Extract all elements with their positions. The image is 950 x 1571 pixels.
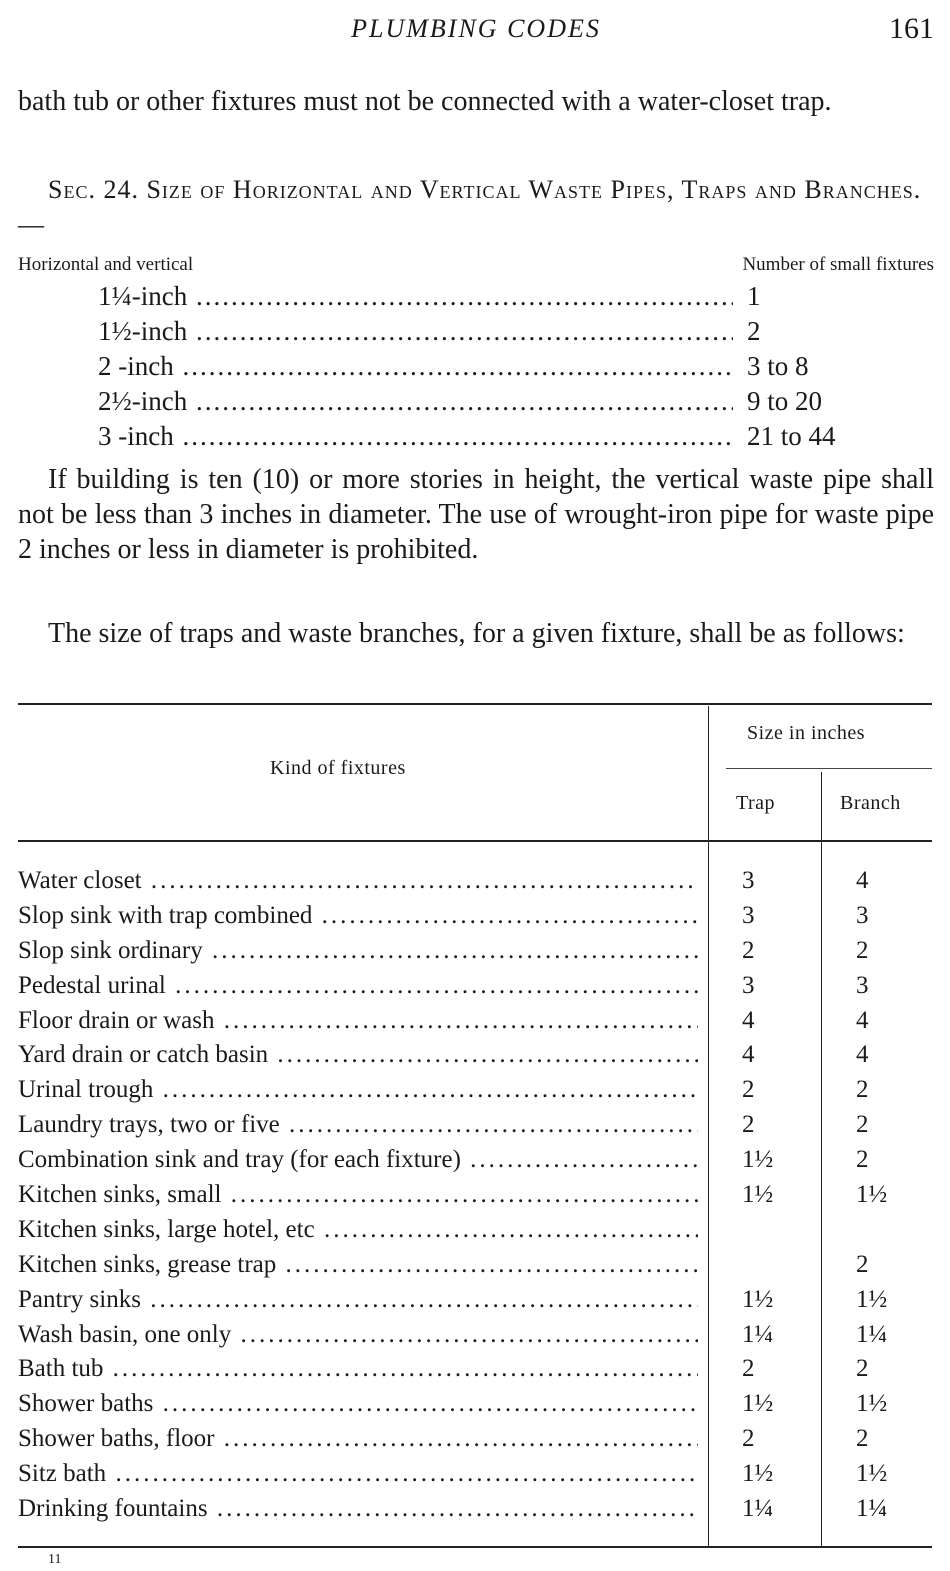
trap-size: 3 (742, 971, 755, 999)
size-count: 21 to 44 (743, 419, 836, 454)
intro-paragraph: bath tub or other fixtures must not be connected with a water-closet trap. (18, 86, 832, 117)
running-title: PLUMBING CODES (351, 14, 601, 43)
size-row (98, 384, 878, 419)
table-top-rule (18, 703, 932, 705)
size-subheader-rule (726, 768, 932, 769)
fixture-name: Shower baths, floor ..... (18, 1422, 698, 1456)
branch-size: 1¼ (856, 1320, 888, 1348)
trap-size: 4 (742, 1041, 755, 1069)
size-table-left-header: Horizontal and vertical (18, 254, 194, 275)
fixture-name: Drinking fountains ..... (18, 1492, 698, 1526)
branch-size: 4 (856, 1006, 869, 1034)
size-label: 1½-inch ..... (98, 314, 733, 349)
running-header (18, 10, 934, 50)
fixture-name: Floor drain or wash ..... (18, 1004, 698, 1038)
table-row (18, 1143, 934, 1178)
table-row (18, 1004, 934, 1039)
table-row (18, 934, 934, 969)
fixture-name: Pantry sinks ..... (18, 1283, 698, 1317)
trap-size: 2 (742, 936, 755, 964)
branch-size: 2 (856, 1425, 869, 1453)
fixture-name: Laundry trays, two or five ..... (18, 1108, 698, 1142)
table-row (18, 1352, 934, 1387)
trap-size: 4 (742, 1006, 755, 1034)
table-row (18, 1422, 934, 1457)
column-header-size: Size in inches (747, 722, 866, 744)
table-row (18, 1108, 934, 1143)
trap-size: 2 (742, 1425, 755, 1453)
table-row (18, 1248, 934, 1283)
table-row (18, 969, 934, 1004)
fixture-name: Pedestal urinal ..... (18, 969, 698, 1003)
branch-size: 4 (856, 1041, 869, 1069)
fixture-name: Combination sink and tray (for each fixture) ..... (18, 1143, 698, 1177)
header-bottom-rule (18, 840, 932, 842)
table-row (18, 1073, 934, 1108)
fixture-name: Kitchen sinks, grease trap ..... (18, 1248, 698, 1282)
section-heading: Sec. 24. Size of Horizontal and Vertical Waste Pipes, Traps and Branches.— (18, 175, 922, 239)
table-row (18, 1318, 934, 1353)
fixture-name: Wash basin, one only ..... (18, 1318, 698, 1352)
branch-size: 1½ (856, 1460, 888, 1488)
size-list (98, 279, 878, 454)
fixture-name: Kitchen sinks, small ..... (18, 1178, 698, 1212)
fixture-name: Water closet ..... (18, 864, 698, 898)
size-row (98, 349, 878, 384)
trap-size: 1¼ (742, 1320, 774, 1348)
size-row (98, 419, 878, 454)
signature-mark: 11 (48, 1552, 62, 1567)
branch-size: 1¼ (856, 1495, 888, 1523)
branch-size: 2 (856, 1111, 869, 1139)
trap-size: 2 (742, 1111, 755, 1139)
branch-size: 2 (856, 1146, 869, 1174)
fixture-name: Slop sink ordinary ..... (18, 934, 698, 968)
table-row (18, 899, 934, 934)
table-row (18, 1178, 934, 1213)
table-bottom-rule (18, 1546, 932, 1548)
trap-size: 1½ (742, 1146, 774, 1174)
trap-size: 1¼ (742, 1495, 774, 1523)
fixture-name: Kitchen sinks, large hotel, etc ..... (18, 1213, 698, 1247)
fixture-table (18, 864, 934, 1527)
table-row (18, 1213, 934, 1248)
branch-size: 1½ (856, 1390, 888, 1418)
branch-size: 4 (856, 867, 869, 894)
branch-size: 2 (856, 936, 869, 964)
fixture-name: Sitz bath ..... (18, 1457, 698, 1491)
trap-size: 1½ (742, 1390, 774, 1418)
branch-size: 2 (856, 1250, 869, 1278)
size-row (98, 314, 878, 349)
size-count: 1 (743, 279, 761, 314)
fixture-name: Shower baths ..... (18, 1387, 698, 1421)
fixture-name: Yard drain or catch basin ..... (18, 1038, 698, 1072)
page-number: 161 (889, 12, 934, 45)
branch-size: 2 (856, 1355, 869, 1383)
size-count: 3 to 8 (743, 349, 809, 384)
traps-paragraph: The size of traps and waste branches, for a given fixture, shall be as follows: (48, 618, 905, 649)
trap-size: 1½ (742, 1460, 774, 1488)
table-row (18, 1492, 934, 1527)
size-label: 3 -inch ..... (98, 419, 733, 454)
trap-size: 2 (742, 1355, 755, 1383)
table-row (18, 1387, 934, 1422)
branch-size: 1½ (856, 1181, 888, 1209)
size-label: 2 -inch ..... (98, 349, 733, 384)
fixture-name: Bath tub ..... (18, 1352, 698, 1386)
size-label: 1¼-inch ..... (98, 279, 733, 314)
size-count: 2 (743, 314, 761, 349)
table-row (18, 864, 934, 899)
branch-size: 3 (856, 901, 869, 929)
size-table-right-header: Number of small fixtures (742, 254, 934, 275)
table-row (18, 1038, 934, 1073)
branch-size: 1½ (856, 1285, 888, 1313)
column-header-trap: Trap (736, 792, 776, 814)
trap-size: 1½ (742, 1285, 774, 1313)
column-header-kind: Kind of fixtures (270, 757, 406, 779)
trap-size: 1½ (742, 1181, 774, 1209)
height-paragraph: If building is ten (10) or more stories in height, the vertical waste pipe shall not be less than 3 inches in diameter. The use of wrought-iron pipe for waste pipe 2 inches or less in diameter is prohibited. (18, 464, 934, 565)
size-count: 9 to 20 (743, 384, 822, 419)
fixture-name: Slop sink with trap combined ..... (18, 899, 698, 933)
branch-size: 3 (856, 971, 869, 999)
trap-size: 3 (742, 867, 755, 894)
branch-size: 2 (856, 1076, 869, 1104)
fixture-name: Urinal trough ..... (18, 1073, 698, 1107)
trap-size: 2 (742, 1076, 755, 1104)
column-header-branch: Branch (840, 792, 901, 814)
trap-size: 3 (742, 901, 755, 929)
table-row (18, 1283, 934, 1318)
table-row (18, 1457, 934, 1492)
size-row (98, 279, 878, 314)
size-label: 2½-inch ..... (98, 384, 733, 419)
